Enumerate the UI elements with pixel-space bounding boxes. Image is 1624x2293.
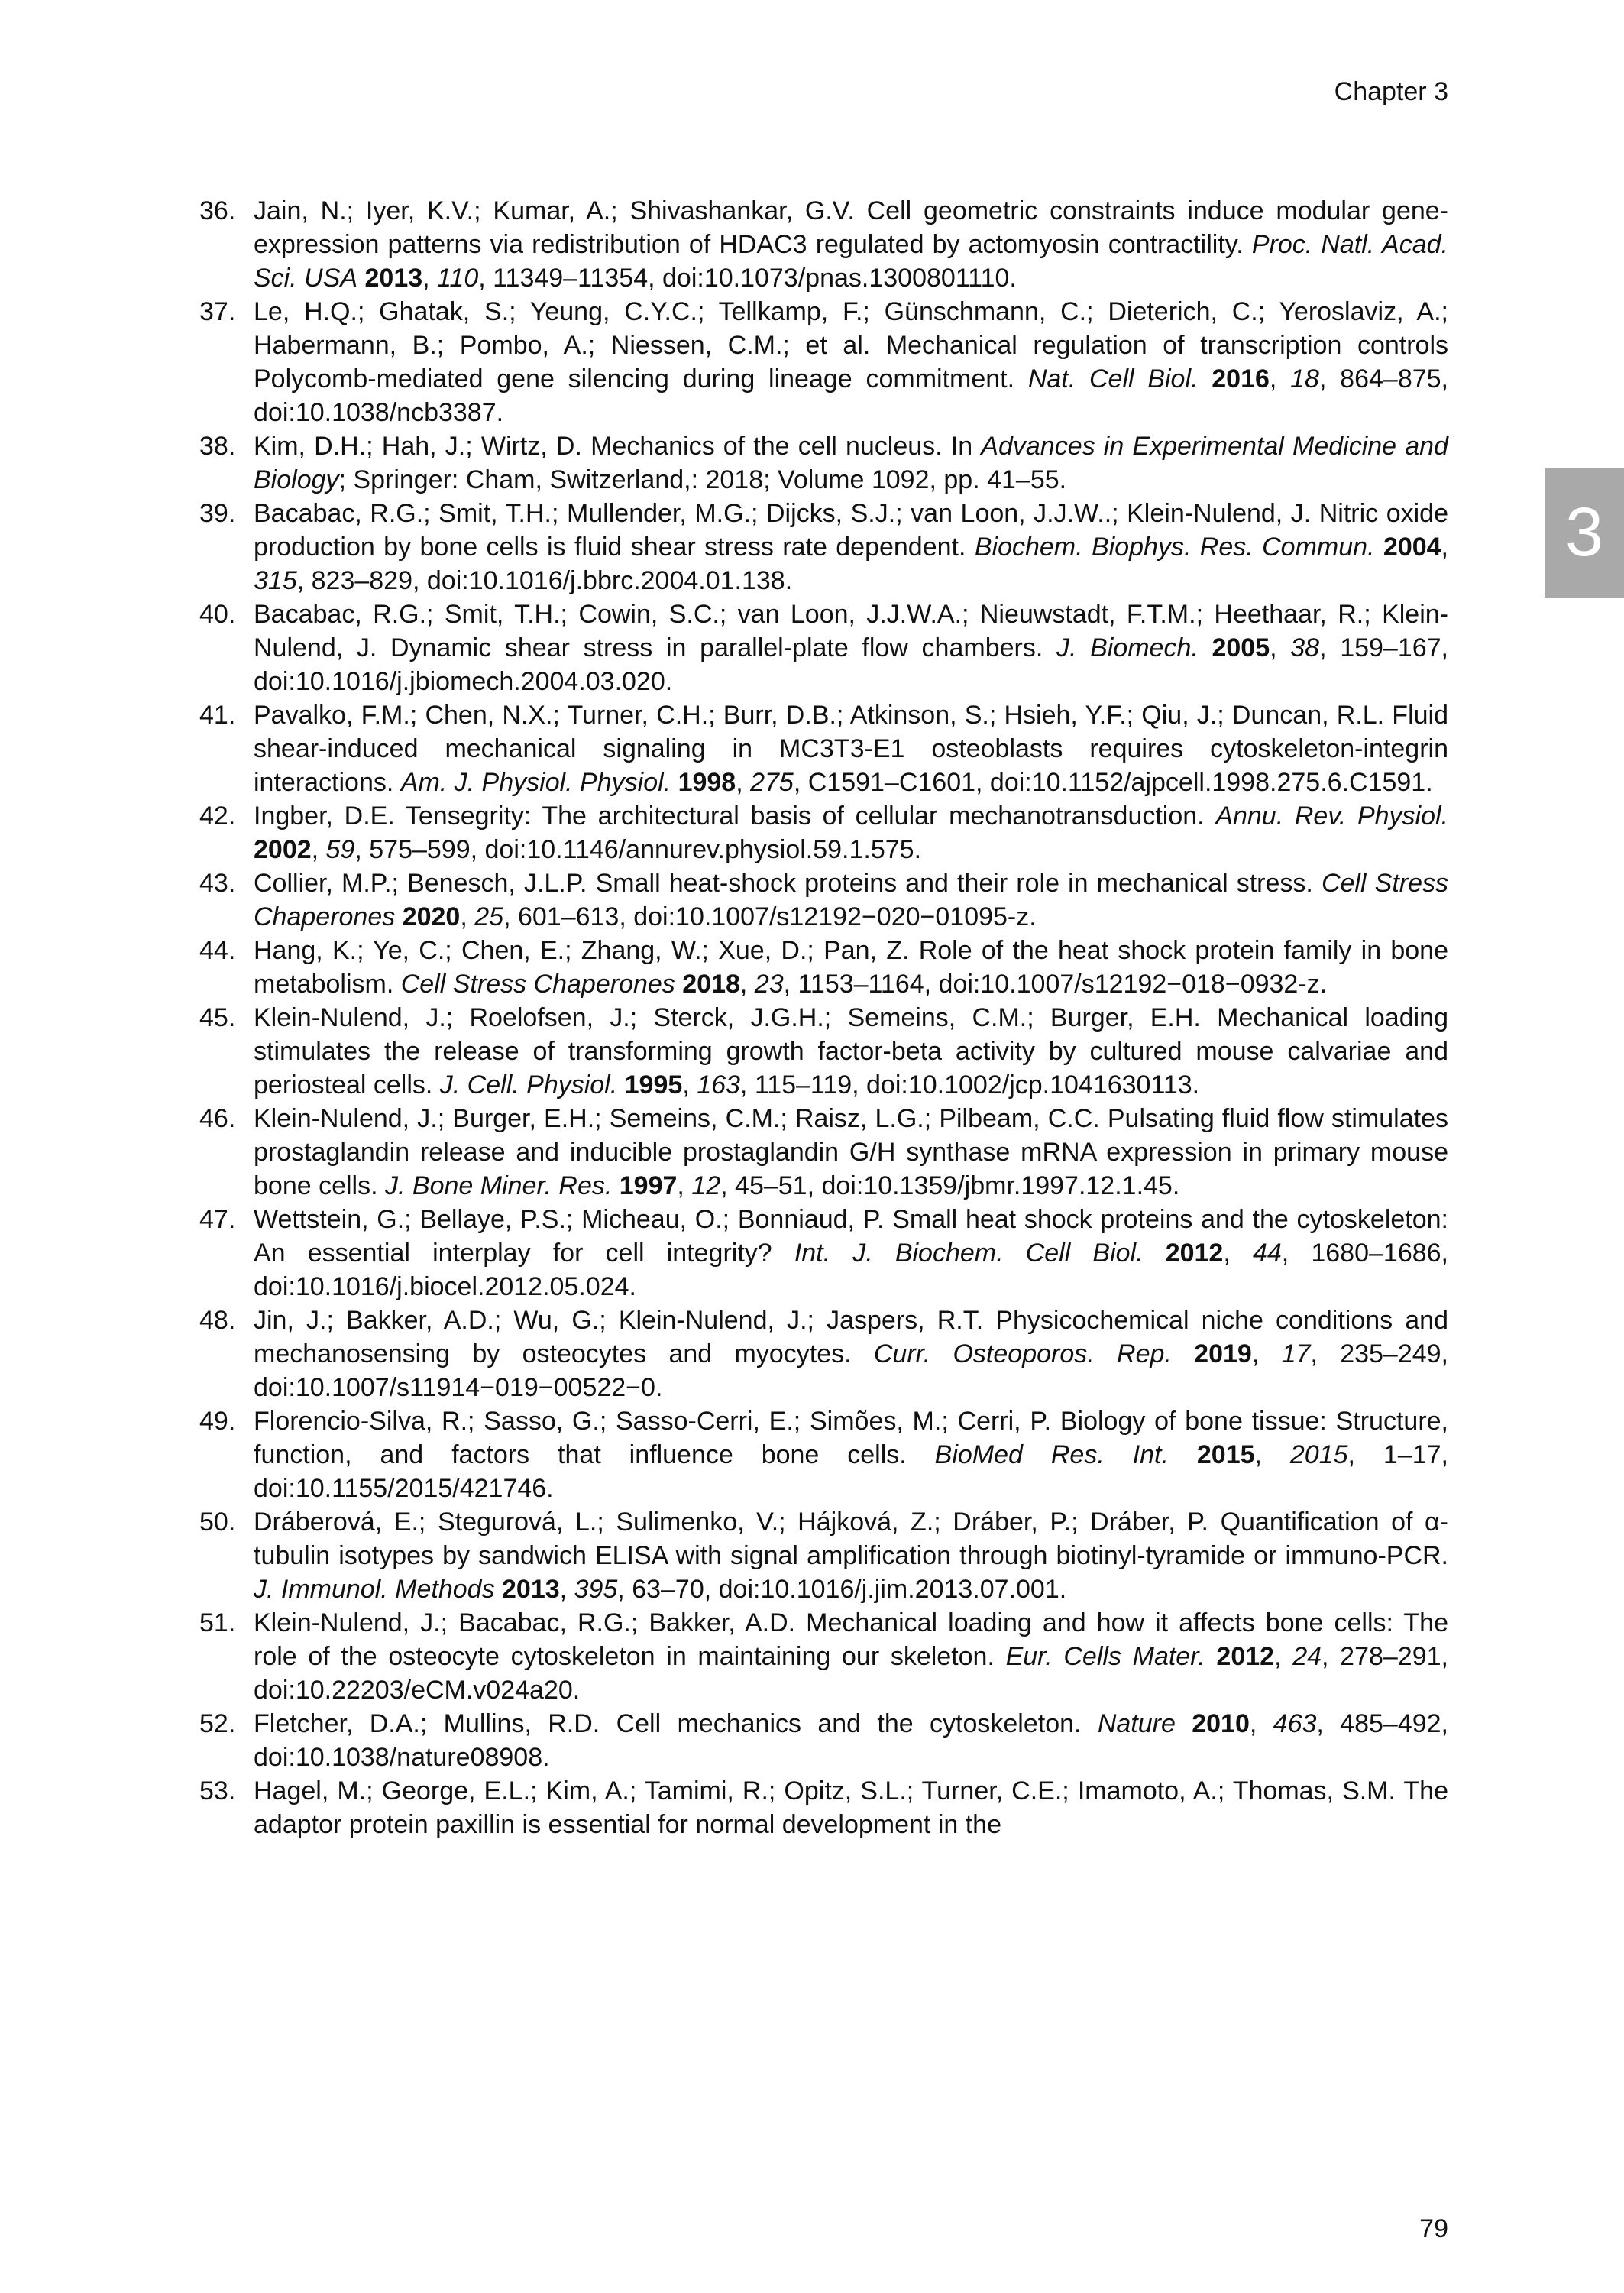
reference-item bbox=[199, 866, 1448, 934]
reference-number: 41. bbox=[199, 701, 236, 730]
reference-number: 36. bbox=[199, 196, 236, 225]
reference-text: Bacabac, R.G.; Smit, T.H.; Mullender, M.G.; Dijcks, S.J.; van Loon, J.J.W..; Klein-Nulend, J. Nitric oxide production by bone cells is fluid shear stress rate dependent. Biochem. Biophys. Res. Commun. 2004, 315, 823–829, doi:10.1016/j.bbrc.2004.01.138. bbox=[254, 499, 1448, 595]
reference-number: 42. bbox=[199, 802, 236, 831]
reference-text: Collier, M.P.; Benesch, J.L.P. Small heat-shock proteins and their role in mechanical stress. Cell Stress Chaperones 2020, 25, 601–613, doi:10.1007/s12192−020−01095-z. bbox=[254, 869, 1448, 931]
reference-item bbox=[199, 1102, 1448, 1203]
reference-item bbox=[199, 1304, 1448, 1404]
chapter-header: Chapter 3 bbox=[1334, 77, 1448, 106]
reference-text: Jin, J.; Bakker, A.D.; Wu, G.; Klein-Nulend, J.; Jaspers, R.T. Physicochemical niche conditions and mechanosensing by osteocytes and myocytes. Curr. Osteoporos. Rep. 2019, 17, 235–249, doi:10.1007/s11914−019−00522−0. bbox=[254, 1306, 1448, 1402]
reference-number: 51. bbox=[199, 1608, 236, 1637]
reference-text: Hang, K.; Ye, C.; Chen, E.; Zhang, W.; Xue, D.; Pan, Z. Role of the heat shock protein family in bone metabolism. Cell Stress Chaperones 2018, 23, 1153–1164, doi:10.1007/s12192−018−0932-z. bbox=[254, 936, 1448, 999]
reference-number: 37. bbox=[199, 297, 236, 326]
reference-text: Florencio-Silva, R.; Sasso, G.; Sasso-Cerri, E.; Simões, M.; Cerri, P. Biology of bone tissue: Structure, function, and factors that influence bone cells. BioMed Res. Int. 2015, 2015, 1–17, doi:10.1155/2015/421746. bbox=[254, 1407, 1448, 1503]
reference-item bbox=[199, 799, 1448, 866]
reference-number: 46. bbox=[199, 1104, 236, 1133]
reference-item bbox=[199, 194, 1448, 295]
reference-text: Fletcher, D.A.; Mullins, R.D. Cell mechanics and the cytoskeleton. Nature 2010, 463, 485–492, doi:10.1038/nature08908. bbox=[254, 1709, 1448, 1772]
reference-text: Bacabac, R.G.; Smit, T.H.; Cowin, S.C.; van Loon, J.J.W.A.; Nieuwstadt, F.T.M.; Heethaar, R.; Klein-Nulend, J. Dynamic shear stress in parallel-plate flow chambers. J. Biomech. 2005, 38, 159–167, doi:10.1016/j.jbiomech.2004.03.020. bbox=[254, 600, 1449, 696]
reference-item bbox=[199, 1606, 1448, 1707]
reference-number: 40. bbox=[199, 600, 236, 629]
reference-number: 48. bbox=[199, 1306, 236, 1335]
reference-text: Klein-Nulend, J.; Bacabac, R.G.; Bakker, A.D. Mechanical loading and how it affects bone cells: The role of the osteocyte cytoskeleton in maintaining our skeleton. Eur. Cells Mater. 2012, 24, 278–291, doi:10.22203/eCM.v024a20. bbox=[254, 1608, 1448, 1705]
reference-number: 39. bbox=[199, 499, 236, 528]
reference-text: Kim, D.H.; Hah, J.; Wirtz, D. Mechanics of the cell nucleus. In Advances in Experimental Medicine and Biology; Springer: Cham, Switzerland,: 2018; Volume 1092, pp. 41–55. bbox=[254, 432, 1449, 494]
reference-item bbox=[199, 295, 1448, 429]
page-number: 79 bbox=[1419, 2214, 1448, 2243]
reference-text: Pavalko, F.M.; Chen, N.X.; Turner, C.H.; Burr, D.B.; Atkinson, S.; Hsieh, Y.F.; Qiu, J.; Duncan, R.L. Fluid shear-induced mechanical signaling in MC3T3-E1 osteoblasts requires cytoskeleton-integrin interactions. Am. J. Physiol. Physiol. 1998, 275, C1591–C1601, doi:10.1152/ajpcell.1998.275.6.C1591. bbox=[254, 701, 1448, 797]
reference-item bbox=[199, 698, 1448, 799]
reference-number: 45. bbox=[199, 1003, 236, 1032]
reference-item bbox=[199, 1203, 1448, 1304]
reference-item bbox=[199, 1774, 1448, 1841]
reference-text: Jain, N.; Iyer, K.V.; Kumar, A.; Shivashankar, G.V. Cell geometric constraints induce modular gene-expression patterns via redistribution of HDAC3 regulated by actomyosin contractility. Proc. Natl. Acad. Sci. USA 2013, 110, 11349–11354, doi:10.1073/pnas.1300801110. bbox=[254, 196, 1448, 293]
reference-number: 43. bbox=[199, 869, 236, 898]
reference-number: 44. bbox=[199, 936, 236, 965]
references-list bbox=[199, 194, 1448, 1841]
reference-item bbox=[199, 934, 1448, 1001]
chapter-tab: 3 bbox=[1545, 468, 1624, 598]
reference-item bbox=[199, 598, 1448, 698]
reference-number: 49. bbox=[199, 1407, 236, 1436]
reference-text: Hagel, M.; George, E.L.; Kim, A.; Tamimi, R.; Opitz, S.L.; Turner, C.E.; Imamoto, A.; Thomas, S.M. The adaptor protein paxillin is essential for normal development in the bbox=[254, 1776, 1448, 1839]
reference-text: Klein-Nulend, J.; Burger, E.H.; Semeins, C.M.; Raisz, L.G.; Pilbeam, C.C. Pulsating fluid flow stimulates prostaglandin release and inducible prostaglandin G/H synthase mRNA expression in primary mouse bone cells. J. Bone Miner. Res. 1997, 12, 45–51, doi:10.1359/jbmr.1997.12.1.45. bbox=[254, 1104, 1448, 1200]
reference-number: 50. bbox=[199, 1508, 236, 1537]
reference-item bbox=[199, 429, 1448, 497]
reference-item bbox=[199, 1505, 1448, 1606]
reference-text: Ingber, D.E. Tensegrity: The architectural basis of cellular mechanotransduction. Annu. Rev. Physiol. 2002, 59, 575–599, doi:10.1146/annurev.physiol.59.1.575. bbox=[254, 802, 1448, 864]
reference-text: Wettstein, G.; Bellaye, P.S.; Micheau, O.; Bonniaud, P. Small heat shock proteins and the cytoskeleton: An essential interplay for cell integrity? Int. J. Biochem. Cell Biol. 2012, 44, 1680–1686, doi:10.1016/j.biocel.2012.05.024. bbox=[254, 1205, 1448, 1301]
reference-number: 38. bbox=[199, 432, 236, 461]
reference-number: 52. bbox=[199, 1709, 236, 1738]
reference-text: Le, H.Q.; Ghatak, S.; Yeung, C.Y.C.; Tellkamp, F.; Günschmann, C.; Dieterich, C.; Yeroslaviz, A.; Habermann, B.; Pombo, A.; Niessen, C.M.; et al. Mechanical regulation of transcription controls Polycomb-mediated gene silencing during lineage commitment. Nat. Cell Biol. 2016, 18, 864–875, doi:10.1038/ncb3387. bbox=[254, 297, 1448, 427]
reference-number: 53. bbox=[199, 1776, 236, 1806]
reference-item bbox=[199, 497, 1448, 598]
reference-text: Klein-Nulend, J.; Roelofsen, J.; Sterck, J.G.H.; Semeins, C.M.; Burger, E.H. Mechanical loading stimulates the release of transforming growth factor-beta activity by cultured mouse calvariae and periosteal cells. J. Cell. Physiol. 1995, 163, 115–119, doi:10.1002/jcp.1041630113. bbox=[254, 1003, 1448, 1100]
reference-item bbox=[199, 1404, 1448, 1505]
reference-item bbox=[199, 1001, 1448, 1102]
reference-item bbox=[199, 1707, 1448, 1774]
reference-text: Dráberová, E.; Stegurová, L.; Sulimenko, V.; Hájková, Z.; Dráber, P.; Dráber, P. Quantification of α-tubulin isotypes by sandwich ELISA with signal amplification through biotinyl-tyramide or immuno-PCR. J. Immunol. Methods 2013, 395, 63–70, doi:10.1016/j.jim.2013.07.001. bbox=[254, 1508, 1448, 1604]
reference-number: 47. bbox=[199, 1205, 236, 1234]
